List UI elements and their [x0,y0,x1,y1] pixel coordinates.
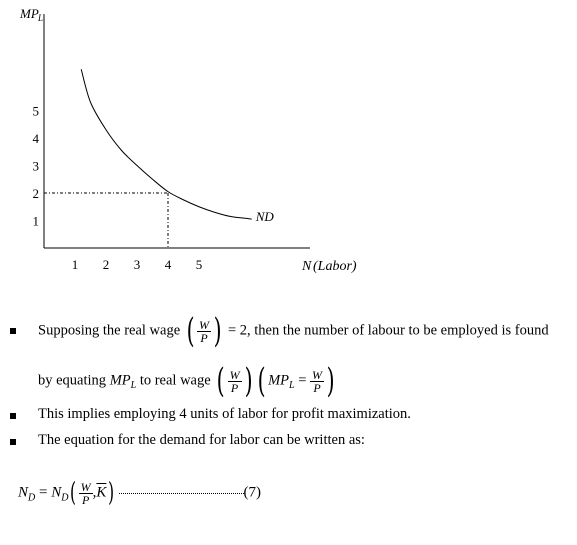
eq-dot-leader [119,493,244,494]
y-axis-label-main: MP [20,6,39,21]
paren-open-2: ( [216,361,225,401]
labor-demand-equation [18,480,261,506]
eq-frac-num: W [80,479,91,494]
x-tick-labels [72,257,203,272]
eq-k-bar: $\overline{K}$ [96,484,107,501]
bullet-profit-max-text: This implies employing 4 units of labor for profit maximization. [38,406,411,422]
real-wage-rest: = 2, then the number of labour to be employed is found [227,322,549,339]
x-tick-3: 3 [133,257,141,272]
frac-numerator-3: W [312,367,323,382]
paren-close-3: ) [326,361,335,401]
y-tick-labels [33,104,40,229]
frac-numerator: W [199,317,210,332]
bullet-real-wage-text [38,311,549,351]
eq-paren-open: ( [70,478,77,508]
equating-text [38,361,337,401]
eq-frac-den: P [81,492,90,507]
w-over-p-fraction [197,319,211,344]
y-tick-1: 1 [32,213,39,229]
paren-close-2: ) [244,361,253,401]
y-tick-3: 3 [32,158,39,174]
x-tick-2: 2 [102,257,110,272]
eq-n-rhs: N [51,484,62,501]
x-tick-5: 5 [195,257,203,272]
eq-paren-close: ) [108,478,115,508]
mp-subscript-2: L [289,380,295,392]
series-group [81,69,252,219]
x-tick-4: 4 [164,257,172,272]
guide-lines [44,193,168,248]
x-axis-label [301,259,357,274]
frac-numerator-2: W [229,367,240,382]
frac-denominator: P [200,330,208,345]
bullet-demand-eq-text: The equation for the demand for labor can be written as: [38,432,365,448]
w-over-p-fraction-3 [310,369,324,394]
eq-n-lhs: N [18,484,29,501]
paren-open: ( [186,311,195,351]
equating-intro: by equating [38,372,107,389]
paren-close: ) [213,311,222,351]
y-tick-2: 2 [32,186,39,201]
mp-symbol-2: MP [268,372,290,389]
mp-subscript: L [130,380,137,392]
mp-symbol: MP [109,372,131,389]
eq-comma: , [92,484,97,501]
frac-denominator-2: P [230,380,239,395]
y-tick-5: 5 [32,103,39,119]
y-axis-label [19,6,43,23]
eq-sub-lhs: D [28,492,36,504]
bullet-marker-2 [10,413,16,419]
frac-denominator-3: P [313,380,321,395]
bullet-marker [10,328,16,334]
eq-equals: = [39,484,48,501]
paren-open-3: ( [257,361,266,401]
x-axis-label-paren: (Labor) [313,259,357,274]
x-tick-1: 1 [71,257,79,272]
eq-sub-rhs: D [61,492,69,504]
y-tick-4: 4 [32,131,39,146]
real-wage-intro: Supposing the real wage [38,322,181,339]
bullet-marker-3 [10,439,16,445]
series-line-nd [81,69,252,219]
eq-number: (7) [243,484,262,501]
curve-label-nd: ND [255,209,274,225]
equals-sign: = [298,372,307,389]
y-axis-label-sub: L [38,13,44,23]
equating-mid: to real wage [139,372,211,389]
w-over-p-fraction-2 [228,369,242,394]
x-axis-label-var: N [302,259,312,274]
eq-fraction [79,481,93,506]
